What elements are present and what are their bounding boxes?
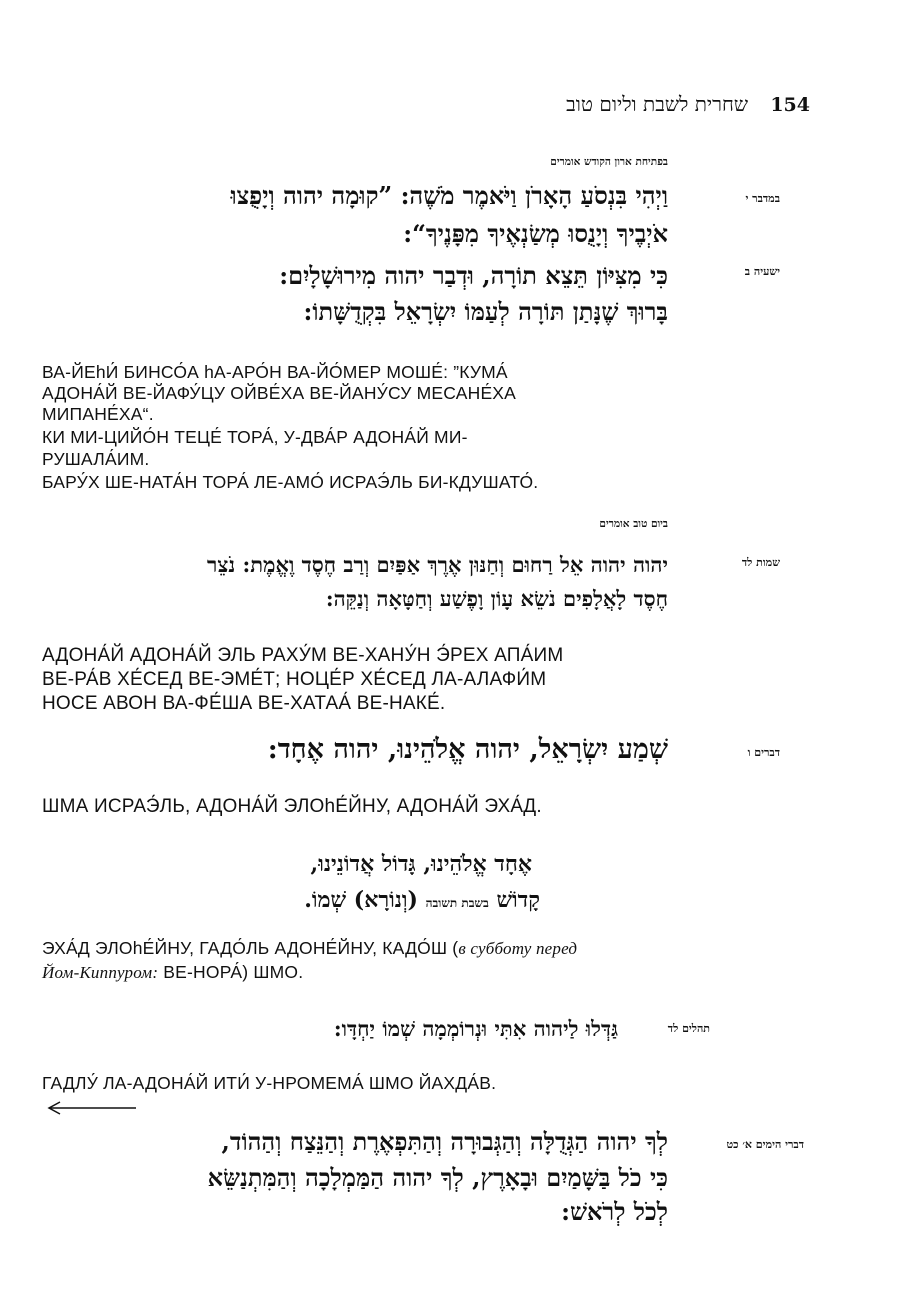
- transliteration-line: ВА-ЙЕhИ́ БИНСО́А hА-АРО́Н ВА-ЙО́МЕР МОШЕ́: ”КУМА́: [42, 362, 508, 382]
- shema-transliteration: ШМА ИСРАЭ́ЛЬ, АДОНА́Й ЭЛОhЕ́ЙНУ, АДОНА́Й ЭХА́Д.: [42, 796, 542, 817]
- transliteration-line: НОСЕ АВОН ВА-ФЕ́ША ВЕ-ХАТАА́ ВЕ-НАКЕ́.: [42, 693, 446, 714]
- hebrew-line: יהוה יהוה אֵל רַחוּם וְחַנּוּן אֶרֶךְ אַפַּיִם וְרַב חֶסֶד וֶאֱמֶת: נֹצֵר: [207, 552, 668, 577]
- transliteration-line: [42, 936, 577, 961]
- transliteration-line: РУШАЛА́ИМ.: [42, 449, 150, 469]
- hebrew-word: קָדוֹשׁ: [496, 887, 540, 913]
- transliteration-line: ВЕ-РА́В ХЕ́СЕД ВЕ-ЭМЕ́Т; НОЦЕ́Р ХЕ́СЕД ЛА-АЛАФИ́М: [42, 669, 547, 690]
- shabbat-shuva-note: בשבת תשובה: [425, 896, 489, 910]
- source-ref-chronicles: דברי הימים א׳ כט: [726, 1138, 804, 1151]
- source-ref-numbers: במדבר י: [745, 192, 780, 205]
- italic-note: в субботу перед: [458, 939, 578, 958]
- hebrew-line: בָּרוּךְ שֶׁנָּתַן תּוֹרָה לְעַמּוֹ יִשְׂרָאֵל בִּקְדֻשָּׁתוֹ:: [303, 297, 668, 326]
- transliteration-line: [42, 960, 303, 985]
- transliteration-line: АДОНА́Й АДОНА́Й ЭЛЬ РАХУ́М ВЕ-ХАНУ́Н Э́РЕХ АПА́ИМ: [42, 645, 564, 666]
- instruction-ark-opening: בפתיחת ארון הקודש אומרים: [550, 156, 668, 168]
- transliteration-text: ВЕ-НОРА́) ШМО.: [158, 962, 304, 982]
- transliteration-line: МИПАНЕ́ХА“.: [42, 404, 154, 424]
- hebrew-line: [304, 882, 540, 921]
- source-ref-exodus: שמות לד: [741, 556, 780, 569]
- hebrew-line: כִּי מִצִּיּוֹן תֵּצֵא תוֹרָה, וּדְבַר יהוה מִירוּשָׁלָיִם:: [279, 261, 668, 290]
- hebrew-line: חֶסֶד לָאֲלָפִים נֹשֵׂא עָוֹן וָפֶשַׁע וְחַטָּאָה וְנַקֵּה:: [325, 586, 668, 611]
- hebrew-line: כִּי כֹל בַּשָּׁמַיִם וּבָאָרֶץ, לְךָ יהוה הַמַּמְלָכָה וְהַמִּתְנַשֵּׂא: [207, 1163, 668, 1192]
- hebrew-line: וַיְהִי בִּנְסֹעַ הָאָרֹן וַיֹּאמֶר מֹשֶׁה: ”קוּמָה יהוה וְיָפֻצוּ: [230, 181, 668, 210]
- source-ref-isaiah: ישעיה ב: [744, 265, 780, 278]
- transliteration-line: АДОНА́Й ВЕ-ЙАФУ́ЦУ ОЙВЕ́ХА ВЕ-ЙАНУ́СУ МЕСАНЕ́ХА: [42, 383, 517, 403]
- hebrew-line: גַּדְּלוּ לַיהוה אִתִּי וּנְרוֹמְמָה שְׁמוֹ יַחְדָּו:: [333, 1016, 618, 1041]
- hebrew-line: אֹיְבֶיךָ וְיָנֻסוּ מְשַׂנְאֶיךָ מִפָּנֶיךָ“:: [403, 219, 668, 248]
- hebrew-line: אֶחָד אֱלֹהֵינוּ, גָּדוֹל אֲדוֹנֵינוּ,: [310, 851, 532, 877]
- italic-note: Йом-Киппуром:: [42, 963, 159, 982]
- transliteration-line: БАРУ́Х ШЕ-НАТА́Н ТОРА́ ЛЕ-АМО́ ИСРАЭ́ЛЬ БИ-КДУШАТО́.: [42, 472, 539, 492]
- transliteration-line: ГАДЛУ́ ЛА-АДОНА́Й ИТИ́ У-НРОМЕМА́ ШМО ЙАХДА́В.: [42, 1073, 497, 1093]
- source-ref-psalms: תהלים לד: [667, 1022, 710, 1035]
- transliteration-line: КИ МИ-ЦИЙО́Н ТЕЦЕ́ ТОРА́, У-ДВА́Р АДОНА́Й МИ-: [42, 427, 468, 447]
- page-number: 154: [770, 94, 810, 116]
- transliteration-text: ЭХА́Д ЭЛОhЕ́ЙНУ, ГАДО́ЛЬ АДОНЕ́ЙНУ, КАДО́Ш (: [42, 938, 459, 958]
- source-ref-deuteronomy: דברים ו: [747, 746, 780, 759]
- shema-hebrew: שְׁמַע יִשְׂרָאֵל, יהוה אֱלֹהֵינוּ, יהוה אֶחָד:: [267, 734, 668, 765]
- running-title: שחרית לשבת וליום טוב: [566, 92, 748, 116]
- hebrew-line: לְכֹל לְרֹאשׁ:: [561, 1197, 668, 1226]
- hebrew-line: לְךָ יהוה הַגְּדֻלָּה וְהַגְּבוּרָה וְהַתִּפְאֶרֶת וְהַנֵּצַח וְהַהוֹד,: [221, 1127, 668, 1156]
- continue-arrow-icon: [46, 1101, 138, 1115]
- hebrew-word: (וְנוֹרָא) שְׁמוֹ.: [304, 887, 418, 913]
- instruction-festival: ביום טוב אומרים: [599, 518, 668, 530]
- page-header: [470, 94, 810, 124]
